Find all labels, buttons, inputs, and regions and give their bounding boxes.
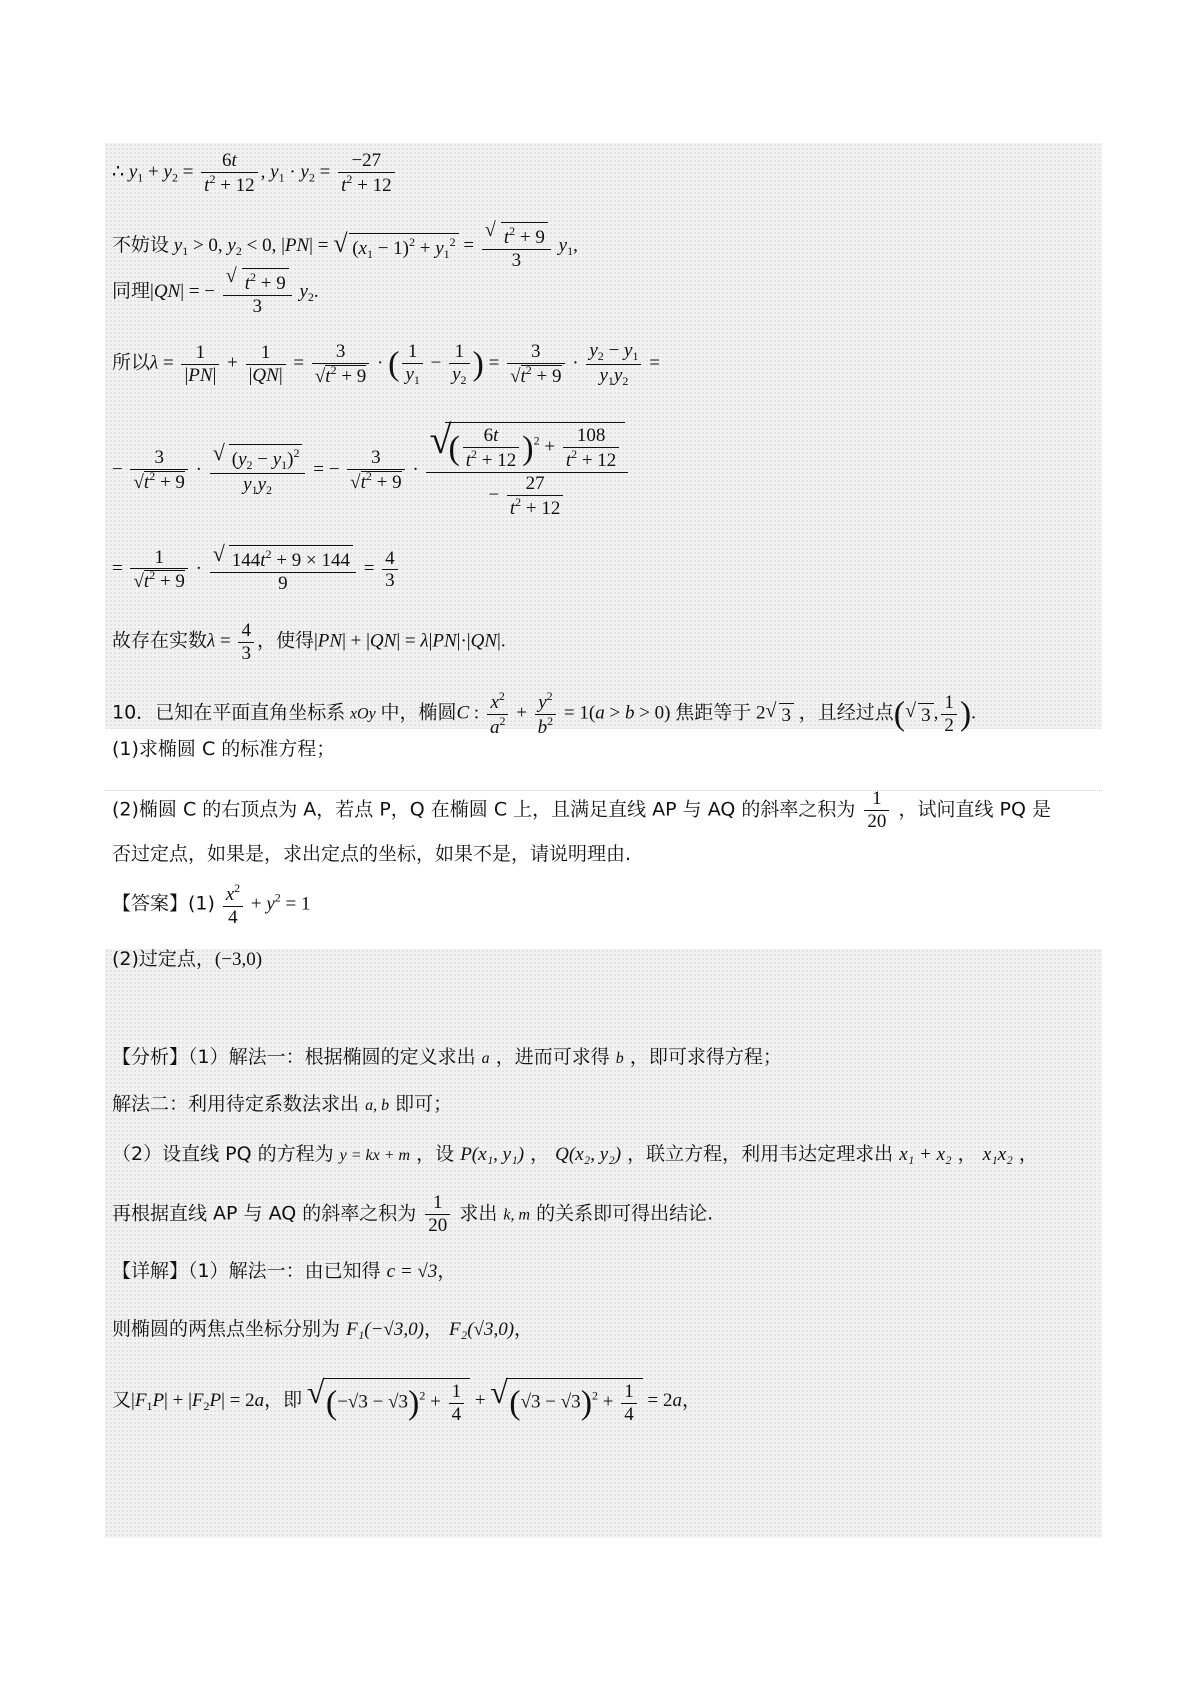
q10-stem: 10．已知在平面直角坐标系 xOy 中，椭圆C : $\frac{x^2}{a^2}$ + $\frac{y^2}{b^2}$ = 1(a > b > 0) 焦距等于 2 √ 3 ，且经过点( √ 3 , $\frac{1}{2}$ ).: [112, 689, 976, 738]
detail-tag: 【详解】: [112, 1260, 189, 1282]
sol9-l7-prefix: 故存在实数: [112, 629, 208, 652]
solution-shade-bottom: [105, 949, 1102, 1538]
sol9-line-7: 故存在实数λ = $\frac{4}{3}$ ，使得|PN| + |QN| = λ|PN|·|QN|.: [112, 620, 506, 664]
analysis-line-3: （2）设直线 PQ 的方程为 y = kx + m ，设 P(x₁, y₁) ， Q(x₂, y₂) ，联立方程，利用韦达定理求出 x₁ + x₂ ， x₁x₂ ，: [112, 1143, 1038, 1165]
analysis-line-1: 【分析】（1）解法一：根据椭圆的定义求出 a ，进而可求得 b ，即可求得方程；: [112, 1046, 782, 1068]
q10-number: 10．: [112, 701, 156, 724]
sol9-line-4: 所以λ = $\frac{1}{|PN|}$ + $\frac{1}{|QN|}$ = $\frac{3}{√t^2 + 9}$ · ( $\frac{1}{y_1}$ − $\frac{1}{y_2}$ ) = $\frac{3}{√t^2 + 9}$ · $\frac{y_2 - y_1}{y_1y_2}$ =: [112, 340, 660, 388]
detail-line-2: 则椭圆的两焦点坐标分别为 F₁(−√3,0)， F₂(√3,0)，: [112, 1318, 534, 1340]
sol9-l3-prefix: 同理: [112, 280, 151, 303]
q10-part2: (2)椭圆 C 的右顶点为 A，若点 P，Q 在椭圆 C 上，且满足直线 AP 与 AQ 的斜率之积为 $\frac{1}{20}$ ，试问直线 PQ 是: [112, 788, 1051, 832]
sol9-l4-prefix: 所以: [112, 351, 151, 374]
sol9-l7-text: ，使得: [256, 629, 314, 652]
detail-line-3: 又$|F_1P| + |F_2P| = 2a$，即 √ $(-√3 - √3)^2$ + $\frac{1}{4}$ + √ $(√3 - √3)^2$ + $\frac{1}{4}$ = 2a，: [112, 1374, 701, 1425]
sol9-line-6: = $\frac{1}{√t^2 + 9}$ · √ $144t^2 + 9 \times 144$ 9 = $\frac{4}{3}$: [112, 545, 401, 595]
sol9-line-3: 同理|QN| = − √ $t^2 + 9$ 3 $y_2$.: [112, 265, 319, 317]
sol9-line-1: ∴ $y_1 + y_2$ = $\frac{6t}{t^2 + 12}$ , $y_1 \cdot y_2$ = $\frac{-27}{t^2 + 12}$: [112, 150, 398, 197]
detail-line-1: 【详解】（1）解法一：由已知得 c = √3，: [112, 1260, 457, 1282]
q10-coord: xOy: [349, 705, 376, 723]
analysis-tag: 【分析】: [112, 1046, 189, 1068]
q10-part1: (1)求椭圆 C 的标准方程；: [112, 738, 336, 760]
answer-line-2: (2)过定点，(−3,0): [112, 948, 263, 970]
answer-point: (−3,0): [214, 949, 263, 970]
analysis-line-4: 再根据直线 AP 与 AQ 的斜率之积为 $\frac{1}{20}$ 求出 k, m 的关系即可得出结论.: [112, 1192, 714, 1236]
q10-part2-cont: 否过定点，如果是，求出定点的坐标，如果不是，请说明理由.: [112, 843, 632, 865]
answer-tag: 【答案】: [112, 892, 189, 915]
sol9-line-5: − $\frac{3}{√t^2 + 9}$ · √ $(y_2 - y_1)^2$ $y_1y_2$ = − $\frac{3}{√t^2 + 9}$ · √ ( $\frac{6t}{t^2 + 12}$ )$^2$ + $\frac{108}{t^2 + 12}$ − $\frac{27}{t^2 + 12}$: [112, 422, 631, 519]
sol9-line-2: 不妨设 $y_1 > 0$, $y_2 < 0$, |PN| = √ $(x_1 - 1)^2 + y_1^2$ = √ $t^2 + 9$ 3 $y_1$,: [112, 219, 578, 271]
answer-line-1: 【答案】(1) $\frac{x^2}{4}$ + $y^2 = 1$: [112, 881, 311, 928]
analysis-line-2: 解法二：利用待定系数法求出 a, b 即可；: [112, 1093, 453, 1115]
sol9-l2-prefix: 不妨设: [112, 234, 170, 257]
